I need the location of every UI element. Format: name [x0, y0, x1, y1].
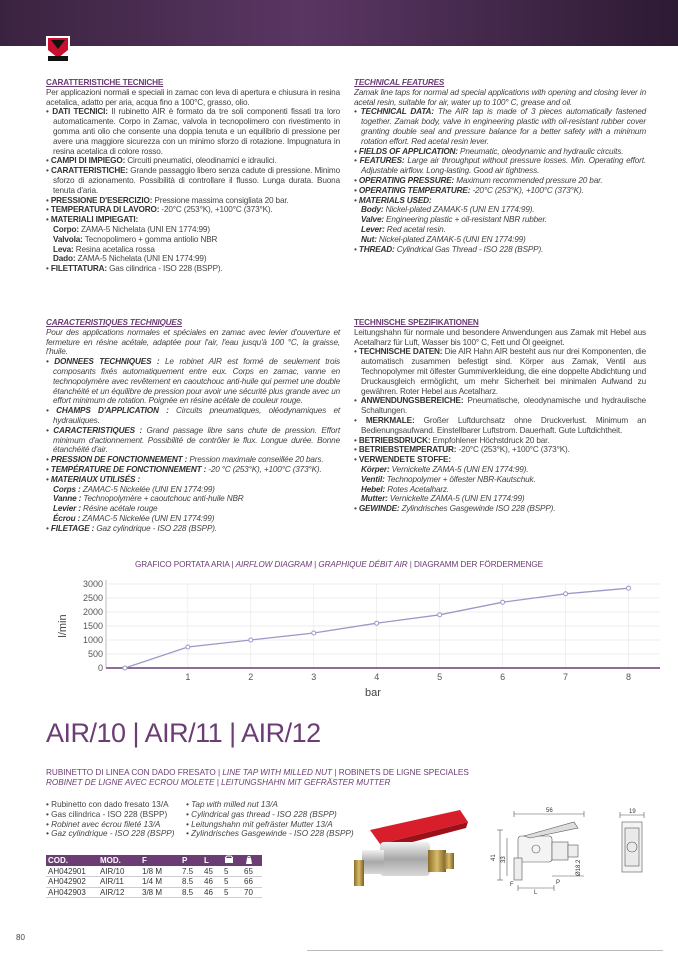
weight-icon — [242, 855, 262, 866]
table-header — [46, 855, 262, 866]
y-tick-label: 1500 — [82, 621, 103, 631]
fr-material: Corps : ZAMAC-5 Nickelée (UNI EN 1774:99) — [53, 484, 215, 494]
fr-item: • PRESSION DE FONCTIONNEMENT : Pression maximale conseillée 20 bars. — [46, 455, 340, 465]
brand-logo — [46, 36, 70, 64]
fr-material: Écrou : ZAMAC-5 Nickelée (UNI EN 1774:99) — [53, 513, 215, 523]
data-point — [564, 592, 568, 596]
english-features — [354, 78, 646, 254]
en-item: • TECHNICAL DATA: The AIR tap is made of 3 pieces automatically fastened together. Zamak body, valve in engineering plastic with oil-resistant rubber cover granting double seal and pressure balance for a better safety with a minimum rotation effort. Red acetal resin lever. — [354, 107, 646, 146]
en-material: Valve: Engineering plastic + oil-resistant NBR rubber. — [361, 215, 547, 225]
it-material: Valvola: Tecnopolimero + gomma antiolio NBR — [53, 234, 218, 244]
it-intro: Per applicazioni normali e speciali in zamac con leva di apertura e chiusura in resina acetalica, adatto per aria, acqua fino a 100°C, grasso, olio. — [46, 87, 340, 107]
it-item: • PRESSIONE D'ESERCIZIO: Pressione massima consigliata 20 bar. — [46, 196, 340, 206]
de-material: Mutter: Vernickelte ZAMA-5 (UNI EN 1774:99) — [361, 494, 525, 504]
dim-f: F — [510, 882, 514, 888]
feature-item: • Tap with milled nut 13/A — [186, 800, 354, 810]
dim-41: 41 — [491, 854, 497, 861]
it-list — [46, 107, 340, 274]
en-material: Nut: Nickel-plated ZAMAK-5 (UNI EN 1774:99) — [361, 234, 526, 244]
de-item: • MERKMALE: Großer Luftdurchsatz ohne Druckverlust. Minimum an Bedienungsaufwand. Einstellbarer Luftstrom. Dauerhaft. Gute Luftdichtheit. — [354, 416, 646, 436]
fr-item: • FILETAGE : Gaz cylindrique - ISO 228 (BSPP). — [46, 524, 340, 534]
feature-item: • Zylindrisches Gasgewinde - ISO 228 (BSPP) — [186, 829, 354, 839]
it-item: • FILETTATURA: Gas cilindrica - ISO 228 (BSPP). — [46, 264, 340, 274]
data-point — [249, 638, 253, 642]
spec-table — [46, 855, 262, 898]
chart-title: GRAFICO PORTATA ARIA | AIRFLOW DIAGRAM | GRAPHIQUE DÉBIT AIR | DIAGRAMM DER FÖRDERMENGE — [134, 560, 544, 569]
en-list — [354, 107, 646, 254]
x-tick-label: 5 — [437, 672, 443, 682]
feature-item: • Gas cilindrica - ISO 228 (BSPP) — [46, 810, 174, 820]
x-tick-label: 2 — [248, 672, 254, 682]
x-tick-label: 1 — [185, 672, 191, 682]
de-item: • BETRIEBSDRUCK: Empfohlener Höchstdruck 20 bar. — [354, 436, 646, 446]
en-item: • OPERATING PRESSURE: Maximum recommended pressure 20 bar. — [354, 176, 646, 186]
x-tick-label: 3 — [311, 672, 317, 682]
french-features — [46, 318, 340, 534]
y-tick-label: 3000 — [82, 579, 103, 589]
it-item: • TEMPERATURA DI LAVORO: -20°C (253°K), +100°C (373°K). — [46, 205, 340, 215]
table-row: AH042901 AIR/10 1/8 M 7.5 45 5 65 — [46, 866, 262, 877]
y-tick-label: 500 — [87, 649, 103, 659]
y-tick-label: 2500 — [82, 593, 103, 603]
german-features — [354, 318, 646, 514]
de-material: Körper: Vernickelte ZAMA-5 (UNI EN 1774:99). — [361, 464, 529, 474]
en-heading: TECHNICAL FEATURES — [354, 78, 445, 87]
fr-list — [46, 357, 340, 533]
features-left — [46, 800, 174, 839]
feature-item: • Gaz cylindrique - ISO 228 (BSPP) — [46, 829, 174, 839]
data-point — [501, 600, 505, 604]
it-material: Dado: ZAMA-5 Nichelata (UNI EN 1774:99) — [53, 254, 207, 264]
de-material: Ventil: Technopolymer + ölfester NBR-Kautschuk. — [361, 474, 536, 484]
x-tick-label: 8 — [626, 672, 632, 682]
technical-drawing — [492, 808, 667, 894]
fr-heading: CARACTERISTIQUES TECHNIQUES — [46, 318, 183, 327]
it-material: Corpo: ZAMA-5 Nichelata (UNI EN 1774:99) — [53, 224, 210, 234]
fr-item: • CHAMPS D'APPLICATION : Circuits pneumatiques, oléodynamiques et hydrauliques. — [46, 406, 340, 426]
en-intro: Zamak line taps for normal ad special applications with opening and closing lever in acetal resin, suitable for air, water up to 100° C, grease and oil. — [354, 87, 646, 107]
fr-item: • CARACTERISTIQUES : Grand passage libre sans chute de pression. Effort minimum d'actionnement. Possibilité de contrôler le flux. Longue durée. Bonne étanchéité d'air. — [46, 426, 340, 455]
data-point — [438, 613, 442, 617]
product-subtitle: RUBINETTO DI LINEA CON DADO FRESATO | LINE TAP WITH MILLED NUT | ROBINETS DE LIGNE SPECIALES ROBINET DE LIGNE AVEC ECROU MOLETE | LEITUNGSHAHN MIT GEFRÄSTER MUTTER — [46, 768, 469, 787]
y-axis-label: l/min — [57, 614, 69, 638]
de-heading: TECHNISCHE SPEZIFIKATIONEN — [354, 318, 479, 327]
table-row: AH042902 AIR/11 1/4 M 8.5 46 5 66 — [46, 877, 262, 888]
it-item: • MATERIALI IMPIEGATI: — [46, 215, 340, 225]
en-material: Body: Nickel-plated ZAMAK-5 (UNI EN 1774:99). — [361, 205, 535, 215]
data-point — [627, 586, 631, 590]
x-tick-label: 4 — [374, 672, 380, 682]
dim-19: 19 — [629, 809, 636, 815]
dim-l: L — [534, 890, 538, 896]
table-row: AH042903 AIR/12 3/8 M 8.5 46 5 70 — [46, 887, 262, 898]
italian-features — [46, 78, 340, 274]
y-tick-label: 0 — [97, 663, 103, 673]
airflow-chart — [0, 570, 678, 710]
data-point — [312, 631, 316, 635]
de-item: • VERWENDETE STOFFE: — [354, 455, 646, 465]
it-heading: CARATTERISTICHE TECNICHE — [46, 78, 164, 87]
data-point — [186, 645, 190, 649]
de-list — [354, 347, 646, 514]
en-item: • MATERIALS USED: — [354, 196, 646, 206]
de-item: • ANWENDUNGSBEREICHE: Pneumatische, oleodynamische und hydraulische Schaltungen. — [354, 396, 646, 416]
dim-diameter: Ø18.2 — [576, 859, 582, 876]
data-point — [123, 666, 127, 670]
fr-intro: Pour des applications normales et spéciales en zamac avec levier d'ouverture et fermeture en résine acétale, adaptée pour l'air, l'eau jusqu'à 100 °C, la graisse, l'huile. — [46, 327, 340, 357]
de-intro: Leitungshahn für normale und besondere Anwendungen aus Zamak mit Hebel aus Acetalharz für Luft, Wasser bis 100° C, Fett und Öl geeignet. — [354, 327, 646, 347]
en-item: • THREAD: Cylindrical Gas Thread - ISO 228 (BSPP). — [354, 245, 646, 255]
y-tick-label: 2000 — [82, 607, 103, 617]
fr-item: • MATERIAUX UTILISÉS : — [46, 475, 340, 485]
feature-item: • Leitungshahn mit gefräster Mutter 13/A — [186, 820, 354, 830]
fr-item: • TEMPÉRATURE DE FONCTIONNEMENT : -20 °C (253°K), +100°C (373°K). — [46, 465, 340, 475]
it-item: • DATI TECNICI: Il rubinetto AIR è formato da tre soli componenti fissati tra loro automaticamente. Corpo in Zamac, valvola in tecnopolimero con rivestimento in gomma anti olio che consente una doppia tenuta e un equilibrio di pressione per avere una maggiore sicurezza con un minimo sforzo di rotazione. Impugnatura in resina acetalica di colore rosso. — [46, 107, 340, 156]
col-f: F — [140, 855, 180, 866]
box-icon — [222, 855, 242, 866]
features-right — [186, 800, 354, 839]
de-item: • BETRIEBSTEMPERATUR: -20°C (253°K), +100°C (373°K). — [354, 445, 646, 455]
feature-item: • Cylindrical gas thread - ISO 228 (BSPP) — [186, 810, 354, 820]
feature-item: • Robinet avec écrou fileté 13/A — [46, 820, 174, 830]
col-mod: MOD. — [98, 855, 140, 866]
x-tick-label: 6 — [500, 672, 506, 682]
feature-item: • Rubinetto con dado fresato 13/A — [46, 800, 174, 810]
y-tick-label: 1000 — [82, 635, 103, 645]
fr-material: Vanne : Technopolymère + caoutchouc anti-huile NBR — [53, 494, 244, 504]
col-cod: COD. — [46, 855, 98, 866]
product-title: AIR/10 | AIR/11 | AIR/12 — [46, 718, 321, 748]
en-material: Lever: Red acetal resin. — [361, 224, 446, 234]
it-item: • CAMPI DI IMPIEGO: Circuiti pneumatici, oleodinamici e idraulici. — [46, 156, 340, 166]
de-item: • TECHNISCHE DATEN: Die AIR Hahn AIR besteht aus nur drei Komponenten, die automatisch zusammen befestigt sind. Körper aus Zamak, Ventil aus Technopolymer mit ölfester Gummiverkleidung, die eine doppelte Abdichtung und Druckausgleich ermöglicht, um mehr Sicherheit bei minimalen Aufwand zu gewähren. Roter Hebel aus Acetalharz. — [354, 347, 646, 396]
footer-rule — [307, 950, 663, 951]
de-item: • GEWINDE: Zylindrisches Gasgewinde ISO 228 (BSPP). — [354, 504, 646, 514]
col-l: L — [202, 855, 222, 866]
it-material: Leva: Resina acetalica rossa — [53, 244, 155, 254]
col-p: P — [180, 855, 202, 866]
it-item: • CARATTERISTICHE: Grande passaggio libero senza cadute di pressione. Minimo sforzo di azionamento. Possibilità di controllare il flusso. Lunga durata. Buona tenuta d'aria. — [46, 166, 340, 195]
dim-33: 33 — [501, 856, 507, 863]
en-item: • OPERATING TEMPERATURE: -20°C (253°K), +100°C (373°K). — [354, 186, 646, 196]
de-material: Hebel: Rotes Acetalharz. — [361, 484, 450, 494]
product-photo — [350, 800, 490, 890]
x-axis-label: bar — [365, 687, 381, 699]
x-tick-label: 7 — [563, 672, 569, 682]
en-item: • FIELDS OF APPLICATION: Pneumatic, oleodynamic and hydraulic circuits. — [354, 147, 646, 157]
fr-item: • DONNEES TECHNIQUES : Le robinet AIR est formé de seulement trois composants fixés automatiquement entre eux. Corps en zamac, vanne en technopolymère avec revêtement en caoutchouc anti-huile qui permet une double étanchéité et un équilibre de pression pour avoir une sécurité plus grande avec un effort minimum de rotation. Poignée en résine acétale de couleur rouge. — [46, 357, 340, 406]
page-number: 80 — [16, 933, 25, 942]
en-item: • FEATURES: Large air throughput without pressure losses. Min. Operating effort. Adjustable airflow. Long-lasting. Good air tightness. — [354, 156, 646, 176]
dim-56: 56 — [546, 808, 553, 814]
fr-material: Levier : Résine acétale rouge — [53, 504, 158, 514]
dim-p: P — [556, 880, 561, 886]
data-point — [375, 621, 379, 625]
top-banner — [0, 0, 678, 46]
